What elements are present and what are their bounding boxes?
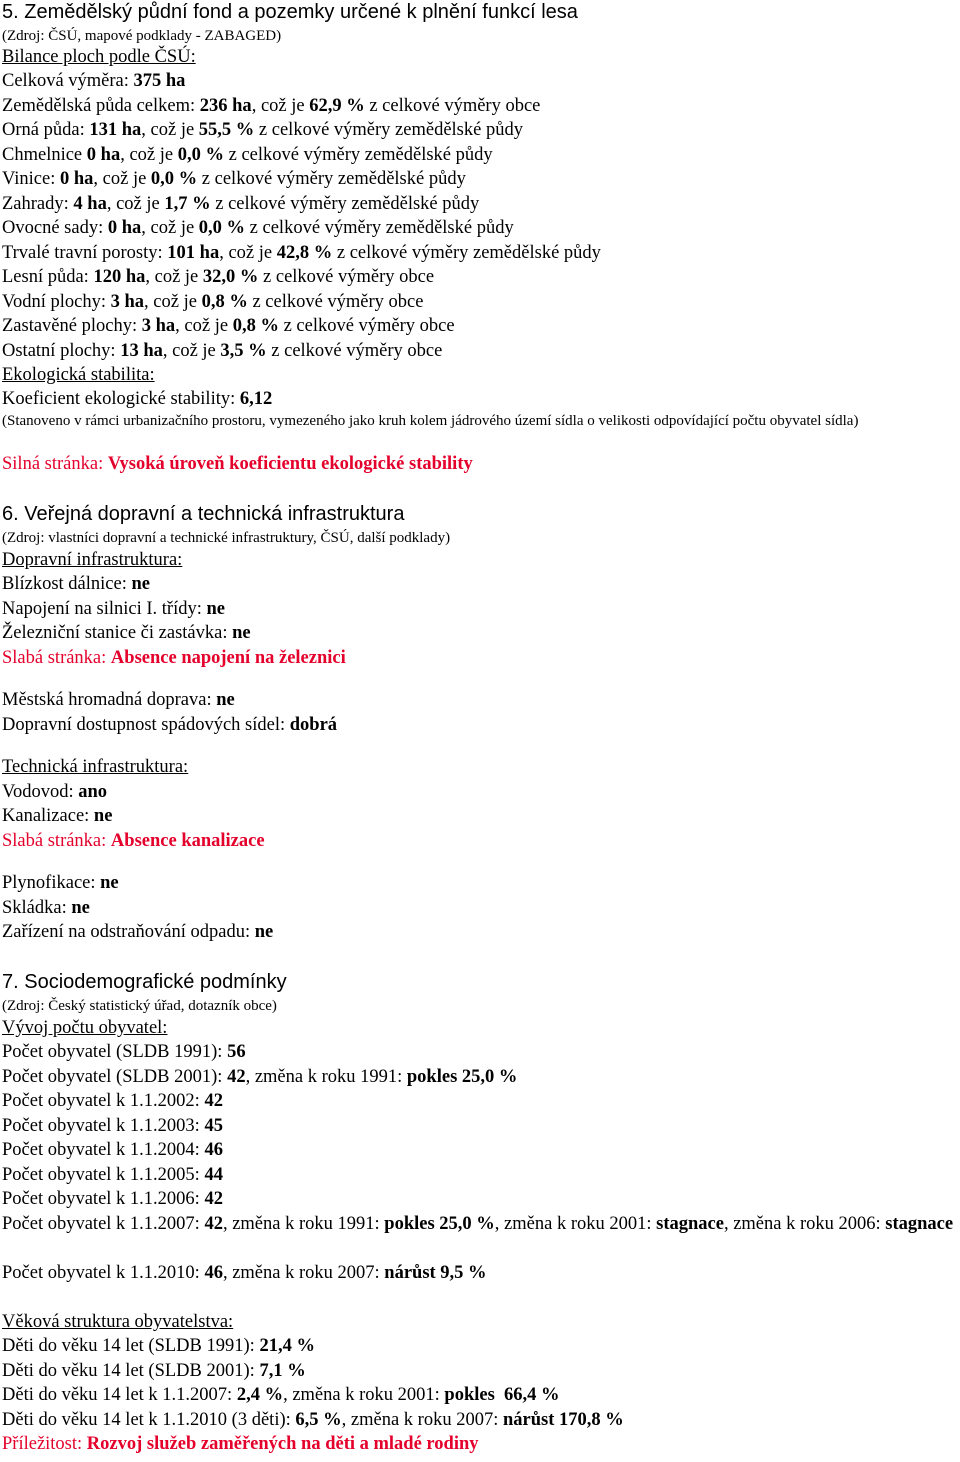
dostupnost-line: Dopravní dostupnost spádových sídel: dobrá bbox=[2, 715, 338, 735]
ostatni-plochy-line: Ostatní plochy: 13 ha, což je 3,5 % z celkové výměry obce bbox=[2, 341, 443, 361]
silnice-line: Napojení na silnici I. třídy: ne bbox=[2, 599, 225, 619]
celkova-vymera-line: Celková výměra: 375 ha bbox=[2, 71, 186, 91]
ttp-line: Trvalé travní porosty: 101 ha, což je 42,8 % z celkové výměry zemědělské půdy bbox=[2, 243, 601, 263]
pop-2007-line: Počet obyvatel k 1.1.2007: 42, změna k roku 1991: pokles 25,0 %, změna k roku 2001: stagnace, změna k roku 2006: stagnace bbox=[2, 1214, 954, 1234]
vinice-line: Vinice: 0 ha, což je 0,0 % z celkové výměry zemědělské půdy bbox=[2, 169, 466, 189]
subheading-bilance: Bilance ploch podle ČSÚ: bbox=[2, 47, 196, 67]
pop-2004-line: Počet obyvatel k 1.1.2004: 46 bbox=[2, 1140, 223, 1160]
section-7-title: 7. Sociodemografické podmínky bbox=[2, 971, 287, 993]
deti-2007-line: Děti do věku 14 let k 1.1.2007: 2,4 %, změna k roku 2001: pokles 66,4 % bbox=[2, 1385, 560, 1405]
chmelnice-line: Chmelnice 0 ha, což je 0,0 % z celkové výměry zemědělské půdy bbox=[2, 145, 493, 165]
pop-1991-line: Počet obyvatel (SLDB 1991): 56 bbox=[2, 1042, 246, 1062]
pop-2010-line: Počet obyvatel k 1.1.2010: 46, změna k roku 2007: nárůst 9,5 % bbox=[2, 1263, 487, 1283]
subheading-ekologicka-stabilita: Ekologická stabilita: bbox=[2, 365, 155, 385]
pop-2001-line: Počet obyvatel (SLDB 2001): 42, změna k roku 1991: pokles 25,0 % bbox=[2, 1067, 518, 1087]
zahrady-line: Zahrady: 4 ha, což je 1,7 % z celkové výměry zemědělské půdy bbox=[2, 194, 480, 214]
opportunity-line: Příležitost: Rozvoj služeb zaměřených na děti a mladé rodiny bbox=[2, 1434, 479, 1454]
weak-point-kanalizace: Slabá stránka: Absence kanalizace bbox=[2, 831, 265, 851]
subheading-technicka: Technická infrastruktura: bbox=[2, 757, 189, 777]
zemedelska-puda-line: Zemědělská půda celkem: 236 ha, což je 62,9 % z celkové výměry obce bbox=[2, 96, 541, 116]
deti-2010-line: Děti do věku 14 let k 1.1.2010 (3 děti): 6,5 %, změna k roku 2007: nárůst 170,8 % bbox=[2, 1410, 624, 1430]
dalnice-line: Blízkost dálnice: ne bbox=[2, 574, 150, 594]
lesni-puda-line: Lesní půda: 120 ha, což je 32,0 % z celkové výměry obce bbox=[2, 267, 435, 287]
pop-2002-line: Počet obyvatel k 1.1.2002: 42 bbox=[2, 1091, 223, 1111]
section-6-source: (Zdroj: vlastníci dopravní a technické infrastruktury, ČSÚ, další podklady) bbox=[2, 530, 451, 546]
section-7-source: (Zdroj: Český statistický úřad, dotazník obce) bbox=[2, 998, 277, 1014]
odpad-line: Zařízení na odstraňování odpadu: ne bbox=[2, 922, 274, 942]
kes-line: Koeficient ekologické stability: 6,12 bbox=[2, 389, 273, 409]
vodni-plochy-line: Vodní plochy: 3 ha, což je 0,8 % z celkové výměry obce bbox=[2, 292, 424, 312]
strong-point-line: Silná stránka: Vysoká úroveň koeficientu ekologické stability bbox=[2, 454, 473, 474]
subheading-vekova: Věková struktura obyvatelstva: bbox=[2, 1312, 234, 1332]
pop-2006-line: Počet obyvatel k 1.1.2006: 42 bbox=[2, 1189, 223, 1209]
deti-2001-line: Děti do věku 14 let (SLDB 2001): 7,1 % bbox=[2, 1361, 306, 1381]
pop-2005-line: Počet obyvatel k 1.1.2005: 44 bbox=[2, 1165, 223, 1185]
plynofikace-line: Plynofikace: ne bbox=[2, 873, 119, 893]
section-6-title: 6. Veřejná dopravní a technická infrastruktura bbox=[2, 503, 405, 525]
weak-point-zeleznice: Slabá stránka: Absence napojení na železnici bbox=[2, 648, 346, 668]
section-5-source: (Zdroj: ČSÚ, mapové podklady - ZABAGED) bbox=[2, 28, 282, 44]
zeleznice-line: Železniční stanice či zastávka: ne bbox=[2, 623, 251, 643]
zastavene-plochy-line: Zastavěné plochy: 3 ha, což je 0,8 % z celkové výměry obce bbox=[2, 316, 455, 336]
subheading-dopravni: Dopravní infrastruktura: bbox=[2, 550, 183, 570]
deti-1991-line: Děti do věku 14 let (SLDB 1991): 21,4 % bbox=[2, 1336, 315, 1356]
orna-puda-line: Orná půda: 131 ha, což je 55,5 % z celkové výměry zemědělské půdy bbox=[2, 120, 523, 140]
section-5-title: 5. Zemědělský půdní fond a pozemky určené k plnění funkcí lesa bbox=[2, 1, 578, 23]
vodovod-line: Vodovod: ano bbox=[2, 782, 108, 802]
skladka-line: Skládka: ne bbox=[2, 898, 90, 918]
subheading-vyvoj: Vývoj počtu obyvatel: bbox=[2, 1018, 168, 1038]
kanalizace-line: Kanalizace: ne bbox=[2, 806, 113, 826]
ovocne-sady-line: Ovocné sady: 0 ha, což je 0,0 % z celkové výměry zemědělské půdy bbox=[2, 218, 514, 238]
mhd-line: Městská hromadná doprava: ne bbox=[2, 690, 235, 710]
pop-2003-line: Počet obyvatel k 1.1.2003: 45 bbox=[2, 1116, 223, 1136]
kes-note: (Stanoveno v rámci urbanizačního prostoru, vymezeného jako kruh kolem jádrového území sídla o velikosti odpovídající počtu obyvatel sídla) bbox=[2, 413, 859, 429]
